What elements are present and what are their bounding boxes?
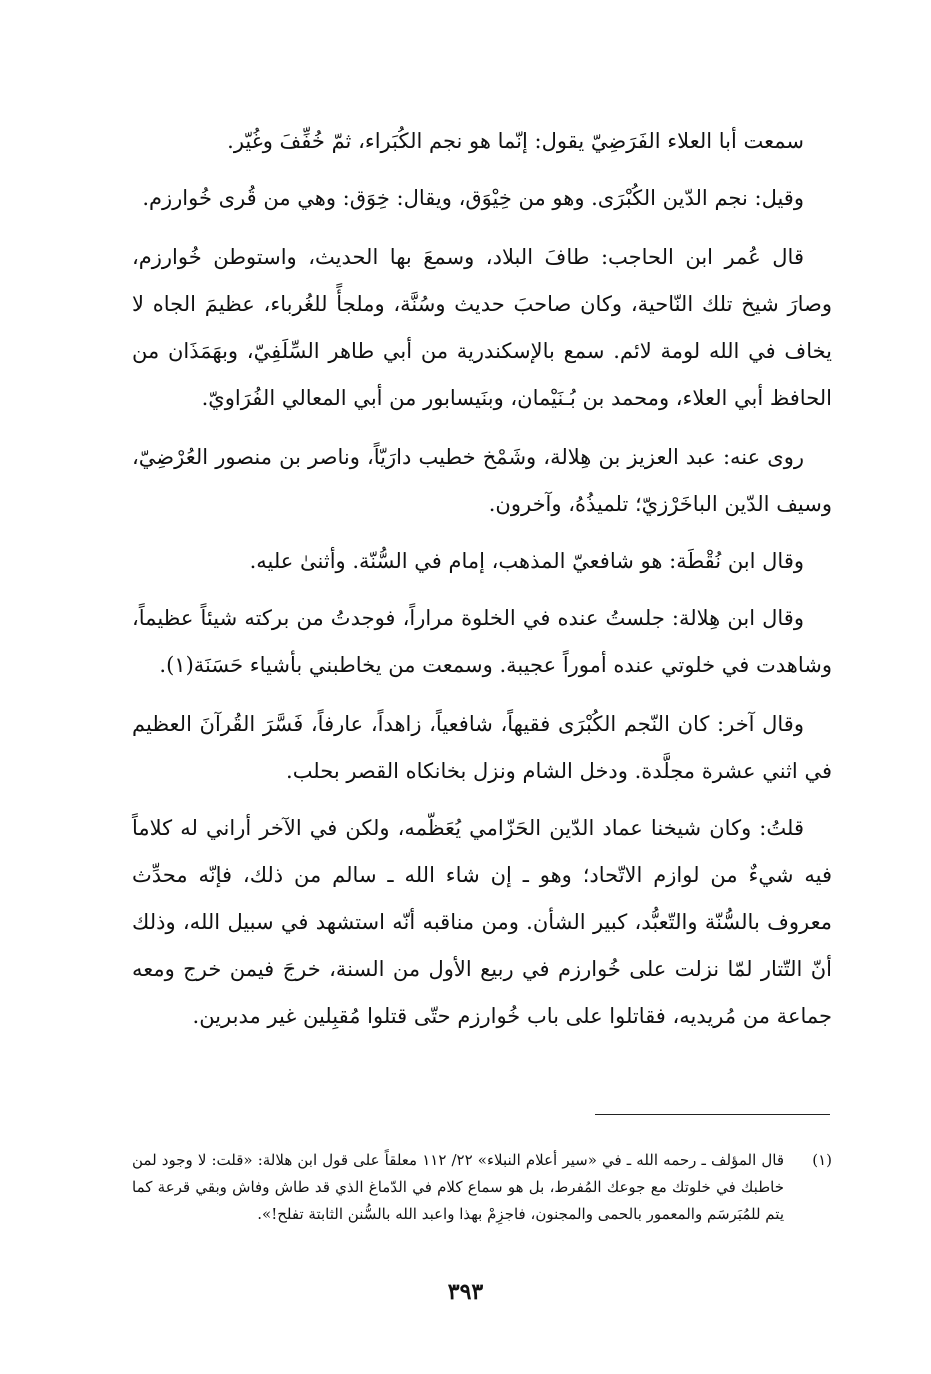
footnote bbox=[132, 1147, 832, 1228]
footnote-number: (١) bbox=[812, 1151, 832, 1169]
paragraph-8: قلتُ: وكان شيخنا عماد الدّين الحَزّامي يُعَظّمه، ولكن في الآخر أراني له كلاماً فيه شيءٌ من لوازم الاتّحاد؛ وهو ـ إن شاء الله ـ سالم من ذلك، فإنّه محدِّث معروف بالسُّنّة والتّعبُّد، كبير الشأن. ومن مناقبه أنّه استشهد في سبيل الله، وذلك أنّ التّتار لمّا نزلت على خُوارزم في ربيع الأول من السنة، خرجَ فيمن خرج ومعه جماعة من مُريديه، فقاتلوا على باب خُوارزم حتّى قتلوا مُقبِلين غير مدبرين. bbox=[132, 816, 832, 1028]
paragraph-6: وقال ابن هِلالة: جلستُ عنده في الخلوة مراراً، فوجدتُ من بركته شيئاً عظيماً، وشاهدت في خلوتي عنده أموراً عجيبة. وسمعت من يخاطبني بأشياء حَسَنَة(١). bbox=[132, 606, 832, 677]
footnote-text: قال المؤلف ـ رحمه الله ـ في «سير أعلام النبلاء» ٢٢/ ١١٢ معلقاً على قول ابن هلالة: «قلت: لا وجود لمن خاطبك في خلوتك مع جوعك المُفرط، بل هو سماع كلام في الدّماغ الذي قد طاش وفاش وبقي قرعة كما يتم للمُبَرسَم والمعمور بالحمى والمجنون، فاجزِمْ بهذا واعبد الله بالسُّنن الثابتة تفلح!». bbox=[132, 1151, 785, 1223]
paragraph-4: روى عنه: عبد العزيز بن هِلالة، وشَمْخ خطيب دارَيّاً، وناصر بن منصور العُرْضِيّ، وسيف الدّين الباخَرْزيّ؛ تلميذُهُ، وآخرون. bbox=[132, 445, 832, 516]
paragraph-3: قال عُمر ابن الحاجب: طافَ البلاد، وسمعَ بها الحديث، واستوطن خُوارزم، وصارَ شيخ تلك النّاحية، وكان صاحبَ حديث وسُنَّة، وملجأً للغُرباء، عظيمَ الجاه لا يخاف في الله لومة لائم. سمع بالإسكندرية من أبي طاهر السِّلَفِيّ، وبهَمَذَان من الحافظ أبي العلاء، ومحمد بن بُـنَيْمان، وبنَيسابور من أبي المعالي الفُرَاويّ. bbox=[132, 245, 832, 410]
paragraph-2: وقيل: نجم الدّين الكُبْرَى. وهو من خِيْوَق، ويقال: خِوَق: وهي من قُرى خُوارزم. bbox=[142, 186, 804, 210]
footnote-divider bbox=[595, 1114, 830, 1115]
main-text bbox=[132, 118, 832, 1052]
paragraph-1: سمعت أبا العلاء الفَرَضِيّ يقول: إنّما هو نجم الكُبَراء، ثمّ خُفِّفَ وغُيّر. bbox=[227, 129, 804, 153]
paragraph-7: وقال آخر: كان النّجم الكُبْرَى فقيهاً، شافعياً، زاهداً، عارفاً، فَسَّرَ القُرآنَ العظيم في اثني عشرة مجلَّدة. ودخل الشام ونزل بخانكاه القصر بحلب. bbox=[132, 712, 832, 783]
paragraph-5: وقال ابن نُقْطَة: هو شافعيّ المذهب، إمام في السُّنّة. وأثنىٰ عليه. bbox=[249, 549, 804, 573]
page-number: ٣٩٣ bbox=[447, 1279, 484, 1305]
